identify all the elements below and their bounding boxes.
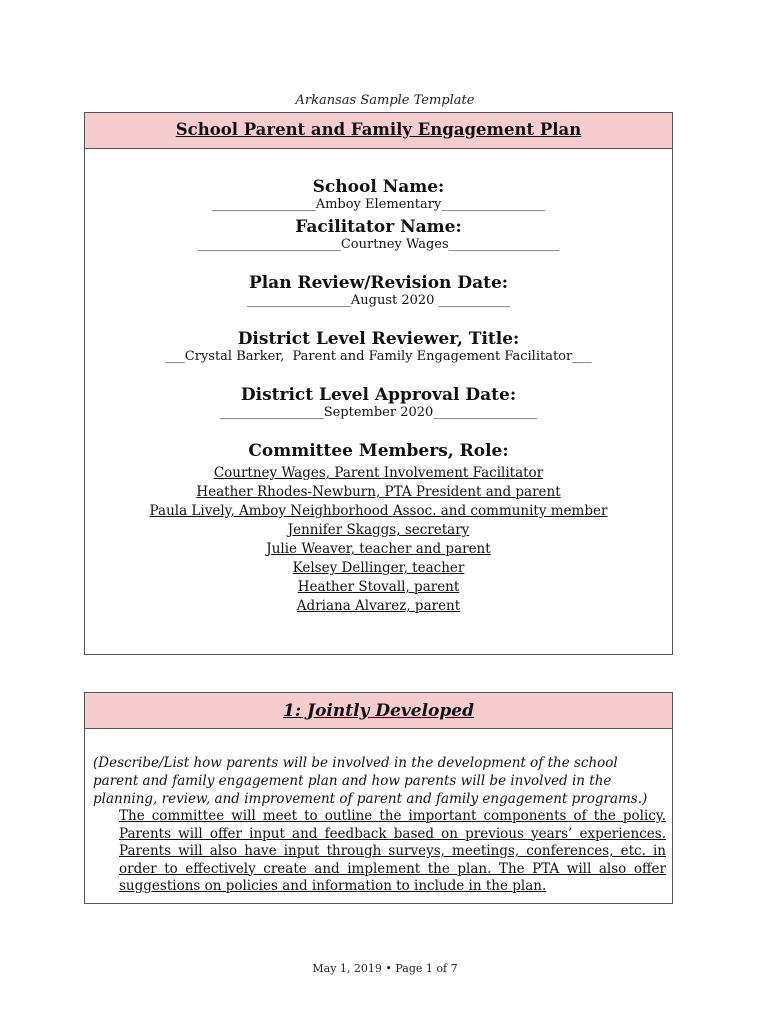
- committee-member: Heather Stovall, parent: [297, 579, 460, 595]
- committee-member: Paula Lively, Amboy Neighborhood Assoc. and community member: [149, 503, 608, 519]
- review-date-label: Plan Review/Revision Date:: [248, 273, 509, 293]
- section-description: (Describe/List how parents will be involved in the development of the school parent and family engagement plan and how parents will be involved in the planning, review, and improvement of parent and family engagement programs.): [93, 755, 648, 807]
- approval-date-value: ________________September 2020________________: [219, 405, 538, 420]
- approval-date-label: District Level Approval Date:: [240, 385, 517, 405]
- template-label: Arkansas Sample Template: [295, 93, 475, 108]
- committee-member: Kelsey Dellinger, teacher: [292, 560, 465, 576]
- cover-box: [84, 112, 673, 655]
- committee-member: Julie Weaver, teacher and parent: [266, 541, 491, 557]
- committee-member: Adriana Alvarez, parent: [296, 598, 461, 614]
- committee-member: Jennifer Skaggs, secretary: [287, 522, 470, 538]
- review-date-value: ________________August 2020 ___________: [246, 293, 511, 308]
- district-reviewer-label: District Level Reviewer, Title:: [237, 329, 520, 349]
- section-jointly-developed: [84, 692, 673, 904]
- section-response: The committee will meet to outline the important components of the policy. Parents will offer input and feedback based on previous years’ experiences. Parents will also have input through surveys, meetings, conferences, etc. in order to effectively create and implement the plan. The PTA will also offer suggestions on policies and information to include in the plan.: [119, 808, 666, 894]
- school-name-label: School Name:: [312, 177, 445, 197]
- committee-member: Heather Rhodes-Newburn, PTA President and parent: [196, 484, 561, 500]
- district-reviewer-value: ___Crystal Barker, Parent and Family Engagement Facilitator___: [165, 349, 592, 364]
- page-footer: May 1, 2019 • Page 1 of 7: [312, 962, 458, 975]
- facilitator-name-value: ______________________Courtney Wages_________________: [197, 237, 560, 252]
- committee-members-list: [85, 464, 672, 616]
- committee-members-label: Committee Members, Role:: [248, 441, 509, 461]
- section-title: 1: Jointly Developed: [85, 693, 672, 729]
- facilitator-name-label: Facilitator Name:: [295, 217, 462, 237]
- cover-body: [85, 149, 672, 616]
- plan-title: School Parent and Family Engagement Plan: [85, 113, 672, 149]
- school-name-value: ________________Amboy Elementary________________: [211, 197, 546, 212]
- committee-member: Courtney Wages, Parent Involvement Facilitator: [213, 465, 544, 481]
